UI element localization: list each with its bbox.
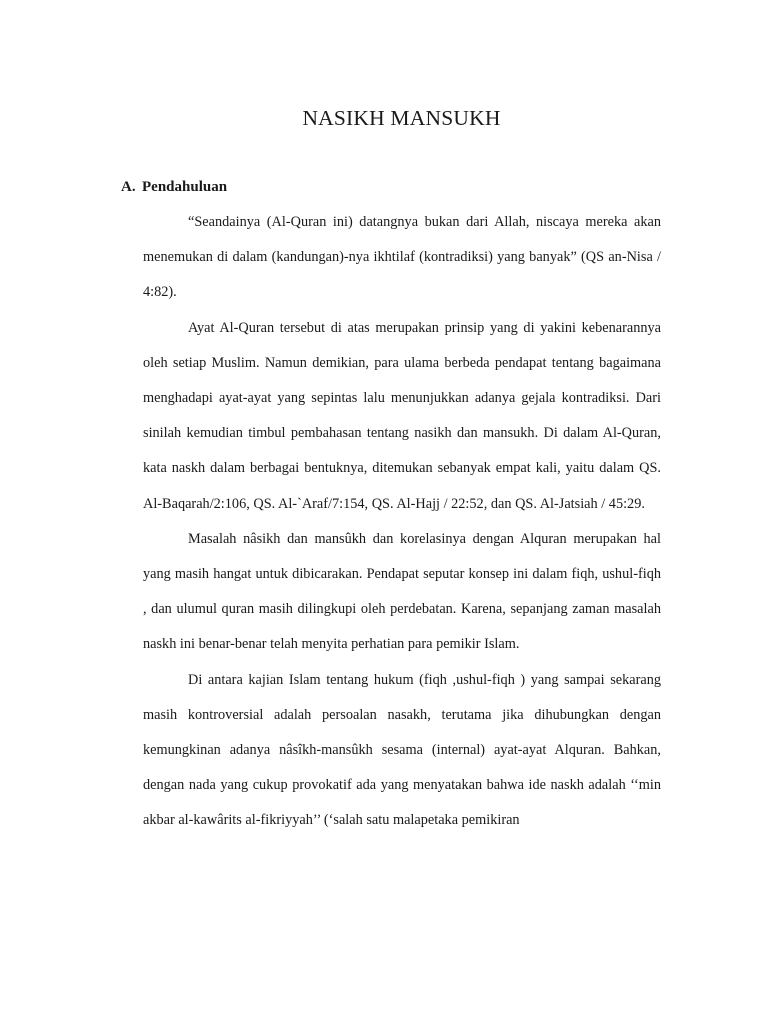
section-heading xyxy=(121,179,227,196)
paragraph-quote: “Seandainya (Al-Quran ini) datangnya bukan dari Allah, niscaya mereka akan menemukan di dalam (kandungan)-nya ikhtilaf (kontradiksi) yang banyak” (QS an-Nisa / 4:82). xyxy=(143,214,661,301)
paragraph-ayat: Ayat Al-Quran tersebut di atas merupakan prinsip yang di yakini kebenarannya oleh setiap Muslim. Namun demikian, para ulama berbeda pendapat tentang bagaimana menghadapi ayat-ayat yang sepintas lalu menunjukkan adanya gejala kontradiksi. Dari sinilah kemudian timbul pembahasan tentang nasikh dan mansukh. Di dalam Al-Quran, kata naskh dalam berbagai bentuknya, ditemukan sebanyak empat kali, yaitu dalam QS. Al-Baqarah/2:106, QS. Al-`Araf/7:154, QS. Al-Hajj / 22:52, dan QS. Al-Jatsiah / 45:29. xyxy=(143,319,661,512)
paragraph-kajian: Di antara kajian Islam tentang hukum (fiqh ,ushul-fiqh ) yang sampai sekarang masih kontroversial adalah persoalan nasakh, terutama jika dihubungkan dengan kemungkinan adanya nâsîkh-mansûkh sesama (internal) ayat-ayat Alquran. Bahkan, dengan nada yang cukup provokatif ada yang menyatakan bahwa ide naskh adalah ‘‘min akbar al-kawârits al-fikriyyah’’ (‘salah satu malapetaka pemikiran xyxy=(143,671,661,829)
section-number: A. xyxy=(121,179,136,195)
document-body xyxy=(143,205,661,839)
section-title: Pendahuluan xyxy=(142,179,228,195)
document-title: NASIKH MANSUKH xyxy=(302,106,501,130)
paragraph-masalah: Masalah nâsikh dan mansûkh dan korelasinya dengan Alquran merupakan hal yang masih hangat untuk dibicarakan. Pendapat seputar konsep ini dalam fiqh, ushul-fiqh , dan ulumul quran masih dilingkupi oleh perdebatan. Karena, sepanjang zaman masalah naskh ini benar-benar telah menyita perhatian para pemikir Islam. xyxy=(143,530,661,653)
